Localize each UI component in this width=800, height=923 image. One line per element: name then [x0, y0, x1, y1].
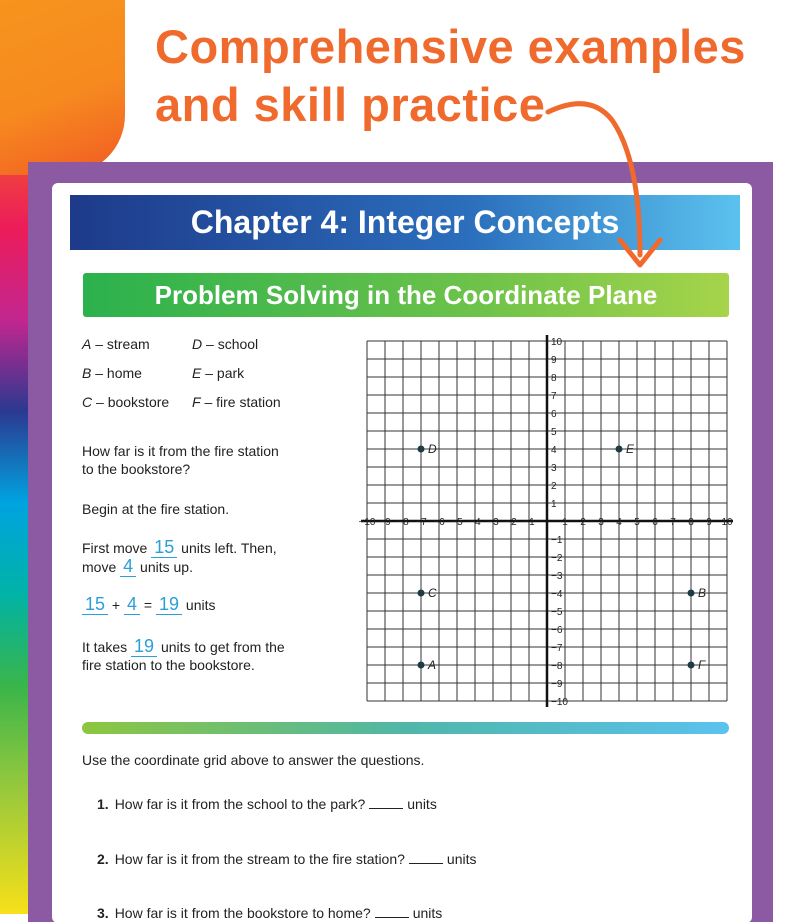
point-label: D [428, 442, 437, 456]
y-tick-label: −2 [551, 553, 563, 564]
legend-row: C – bookstore F – fire station [82, 394, 281, 410]
answer-blank: 4 [120, 556, 136, 577]
x-tick-label: 10 [721, 517, 733, 528]
y-tick-label: 7 [551, 391, 557, 402]
y-tick-label: 2 [551, 481, 557, 492]
y-tick-label: 6 [551, 409, 557, 420]
question-2: 2. How far is it from the stream to the fire station? units [97, 851, 477, 867]
x-tick-label: −4 [469, 517, 481, 528]
y-tick-label: 5 [551, 427, 557, 438]
example-question: How far is it from the fire station to the bookstore? [82, 443, 279, 477]
point-label: E [626, 442, 635, 456]
answer-blank: 4 [124, 594, 140, 615]
x-tick-label: 1 [562, 517, 568, 528]
answer-blank: 19 [131, 636, 157, 657]
x-tick-label: −10 [358, 517, 376, 528]
y-tick-label: −9 [551, 679, 563, 690]
y-tick-label: −4 [551, 589, 563, 600]
x-tick-label: 8 [688, 517, 694, 528]
point-c [418, 590, 425, 597]
x-tick-label: 3 [598, 517, 604, 528]
point-d [418, 446, 425, 453]
y-tick-label: 8 [551, 373, 557, 384]
answer-line[interactable] [375, 917, 409, 918]
x-tick-label: 6 [652, 517, 658, 528]
y-tick-label: −10 [551, 697, 568, 708]
x-tick-label: −1 [523, 517, 535, 528]
x-tick-label: 4 [616, 517, 622, 528]
point-e [616, 446, 623, 453]
answer-line[interactable] [369, 808, 403, 809]
instructions: Use the coordinate grid above to answer the questions. [82, 752, 425, 768]
answer-blank: 15 [82, 594, 108, 615]
y-tick-label: 1 [551, 499, 557, 510]
y-tick-label: −3 [551, 571, 563, 582]
section-title: Problem Solving in the Coordinate Plane [83, 273, 729, 317]
y-tick-label: −8 [551, 661, 563, 672]
question-1: 1. How far is it from the school to the park? units [97, 796, 437, 812]
location-legend [82, 336, 281, 423]
y-tick-label: −6 [551, 625, 563, 636]
y-tick-label: −1 [551, 535, 563, 546]
point-f [688, 662, 695, 669]
legend-row: B – home E – park [82, 365, 245, 381]
point-a [418, 662, 425, 669]
chapter-title: Chapter 4: Integer Concepts [70, 195, 740, 250]
callout-arrow-icon [0, 0, 800, 300]
y-tick-label: 9 [551, 355, 557, 366]
example-conclusion: It takes 19 units to get from the fire station to the bookstore. [82, 636, 285, 673]
x-tick-label: −7 [415, 517, 427, 528]
x-tick-label: 9 [706, 517, 712, 528]
headline-line-2: and skill practice [155, 78, 546, 131]
y-tick-label: 3 [551, 463, 557, 474]
point-label: F [698, 658, 706, 672]
example-begin: Begin at the fire station. [82, 501, 230, 517]
x-tick-label: −5 [451, 517, 463, 528]
x-tick-label: −9 [379, 517, 391, 528]
question-3: 3. How far is it from the bookstore to home? units [97, 905, 443, 921]
point-b [688, 590, 695, 597]
example-moves: First move 15 units left. Then, move 4 units up. [82, 537, 277, 576]
headline-line-1: Comprehensive examples [155, 20, 746, 73]
point-label: A [428, 658, 437, 672]
x-tick-label: 5 [634, 517, 640, 528]
answer-blank: 15 [151, 537, 177, 558]
answer-line[interactable] [409, 863, 443, 864]
x-tick-label: −6 [433, 517, 445, 528]
x-tick-label: −3 [487, 517, 499, 528]
y-tick-label: 10 [551, 337, 563, 348]
y-tick-label: −7 [551, 643, 563, 654]
y-tick-label: −5 [551, 607, 563, 618]
point-label: C [428, 586, 437, 600]
example-equation: 15 + 4 = 19 units [82, 595, 215, 614]
section-divider [82, 722, 729, 734]
x-tick-label: 7 [670, 517, 676, 528]
y-tick-label: 4 [551, 445, 557, 456]
answer-blank: 19 [156, 594, 182, 615]
coordinate-grid [355, 333, 740, 713]
x-tick-label: 2 [580, 517, 586, 528]
point-label: B [698, 586, 707, 600]
x-tick-label: −2 [505, 517, 517, 528]
x-tick-label: −8 [397, 517, 409, 528]
legend-row: A – stream D – school [82, 336, 259, 352]
